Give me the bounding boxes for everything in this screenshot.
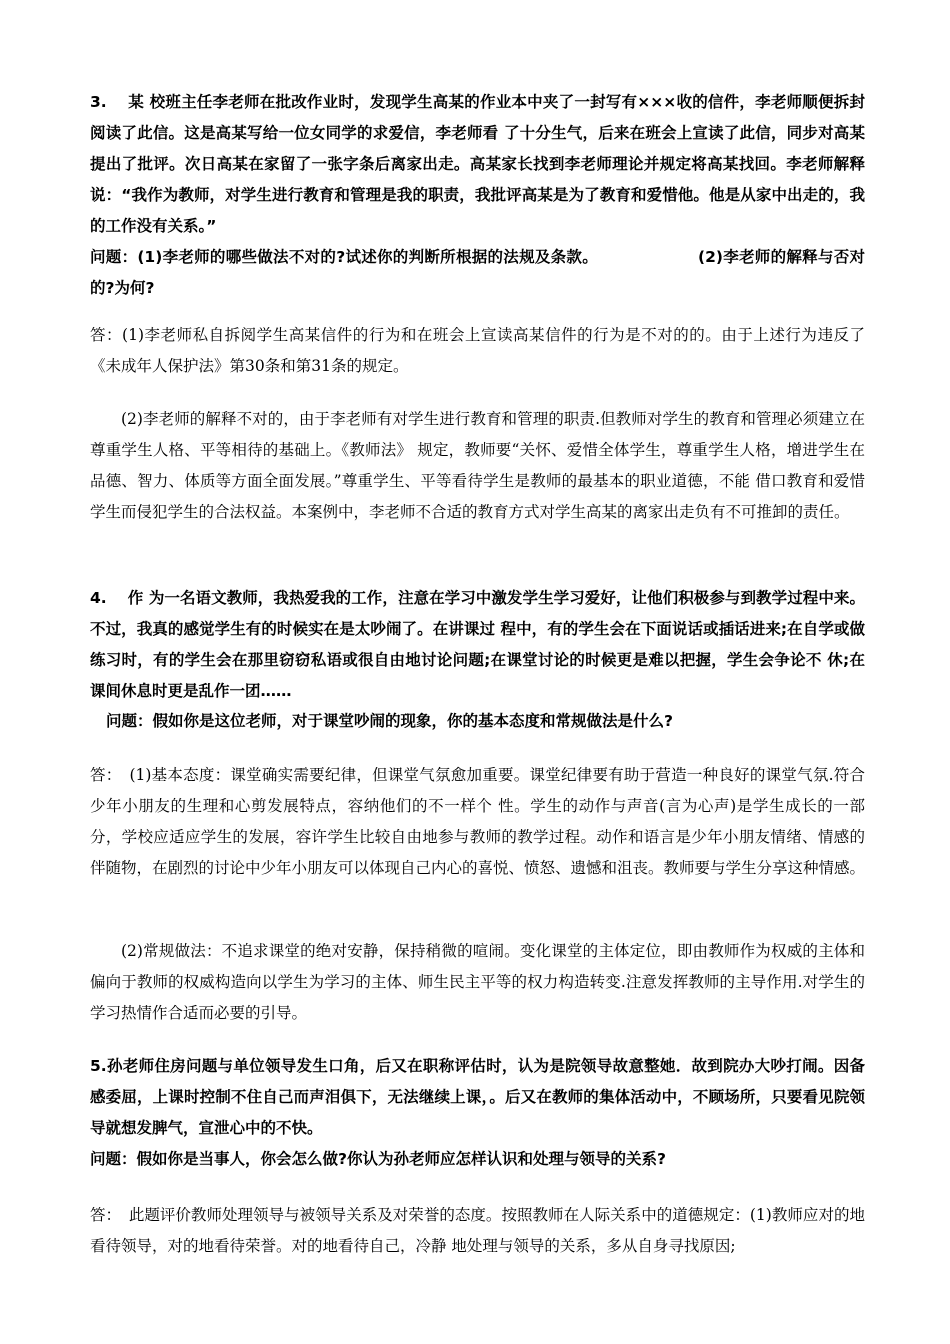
q5-prompt: 问题：假如你是当事人，你会怎么做?你认为孙老师应怎样认识和处理与领导的关系?	[90, 1150, 666, 1168]
q4-prompt: 问题：假如你是这位老师，对于课堂吵闹的现象，你的基本态度和常规做法是什么?	[106, 712, 673, 730]
q5-answer-1: 答： 此题评价教师处理领导与被领导关系及对荣誉的态度。按照教师在人际关系中的道德规定：(1)教师应对的地看待领导，对的地看待荣誉。对的地看待自己，冷静 地处理与领导的关系，多从自身寻找原因;	[90, 1206, 865, 1255]
q3-prompt-part1: 问题：(1)李老师的哪些做法不对的?试述你的判断所根据的法规及条款。	[90, 248, 598, 266]
q3-question: 3. 某 校班主任李老师在批改作业时，发现学生高某的作业本中夹了一封写有×××收的信件，李老师顺便拆封阅读了此信。这是高某写给一位女同学的求爱信，李老师看 了十分生气，后来在班会上宣读了此信，同步对高某提出了批评。次日高某在家留了一张字条后离家出走。高某家长找到李老师理论并规定将高某找回。李老师解释 说：“我作为教师，对学生进行教育和管理是我的职责，我批评高某是为了教育和爱惜他。他是从家中出走的，我的工作没有关系。”	[90, 93, 865, 235]
q4-answer-2: (2)常规做法：不追求课堂的绝对安静，保持稍微的喧闹。变化课堂的主体定位，即由教师作为权威的主体和偏向于教师的权威构造向以学生为学习的主体、师生民主平等的权力构造转变.注意发挥教师的主导作用.对学生的学习热情作合适而必要的引导。	[90, 942, 865, 1022]
q3-answer-2: (2)李老师的解释不对的，由于李老师有对学生进行教育和管理的职责.但教师对学生的教育和管理必须建立在尊重学生人格、平等相待的基础上。《教师法》 规定，教师要“关怀、爱惜全体学生，尊重学生人格，增进学生在品德、智力、体质等方面全面发展。”尊重学生、平等看待学生是教师的最基本的职业道德，不能 借口教育和爱惜学生而侵犯学生的合法权益。本案例中，李老师不合适的教育方式对学生高某的离家出走负有不可推卸的责任。	[90, 410, 865, 521]
q5-question: 5.孙老师住房问题与单位领导发生口角，后又在职称评估时，认为是院领导故意整她．故到院办大吵打闹。因备感委屈，上课时控制不住自己而声泪俱下，无法继续上课，。后又在教师的集体活动中，不顾场所，只要看见院领导就想发脾气，宣泄心中的不快。	[90, 1057, 865, 1137]
q3-prompt	[90, 242, 865, 304]
q4-answer-1: 答： (1)基本态度：课堂确实需要纪律，但课堂气氛愈加重要。课堂纪律要有助于营造一种良好的课堂气氛.符合少年小朋友的生理和心剪发展特点，容纳他们的不一样个 性。学生的动作与声音(言为心声)是学生成长的一部分，学校应适应学生的发展，容许学生比较自由地参与教师的教学过程。动作和语言是少年小朋友情绪、情感的 伴随物，在剧烈的讨论中少年小朋友可以体现自己内心的喜悦、愤怒、遗憾和沮丧。教师要与学生分享这种情感。	[90, 766, 866, 877]
q3-answer-1: 答：(1)李老师私自拆阅学生高某信件的行为和在班会上宣读高某信件的行为是不对的的。由于上述行为违反了《未成年人保护法》第30条和第31条的规定。	[90, 326, 865, 375]
q4-question: 4. 作 为一名语文教师，我热爱我的工作，注意在学习中激发学生学习爱好，让他们积极参与到教学过程中来。不过，我真的感觉学生有的时候实在是太吵闹了。在讲课过 程中，有的学生会在下面说话或插话进来;在自学或做练习时，有的学生会在那里窃窃私语或很自由地讨论问题;在课堂讨论的时候更是难以把握，学生会争论不 休;在课间休息时更是乱作一团……	[90, 589, 866, 700]
q3-prompt-part2: (2)李老师的解释与否对的?为何?	[90, 248, 865, 297]
